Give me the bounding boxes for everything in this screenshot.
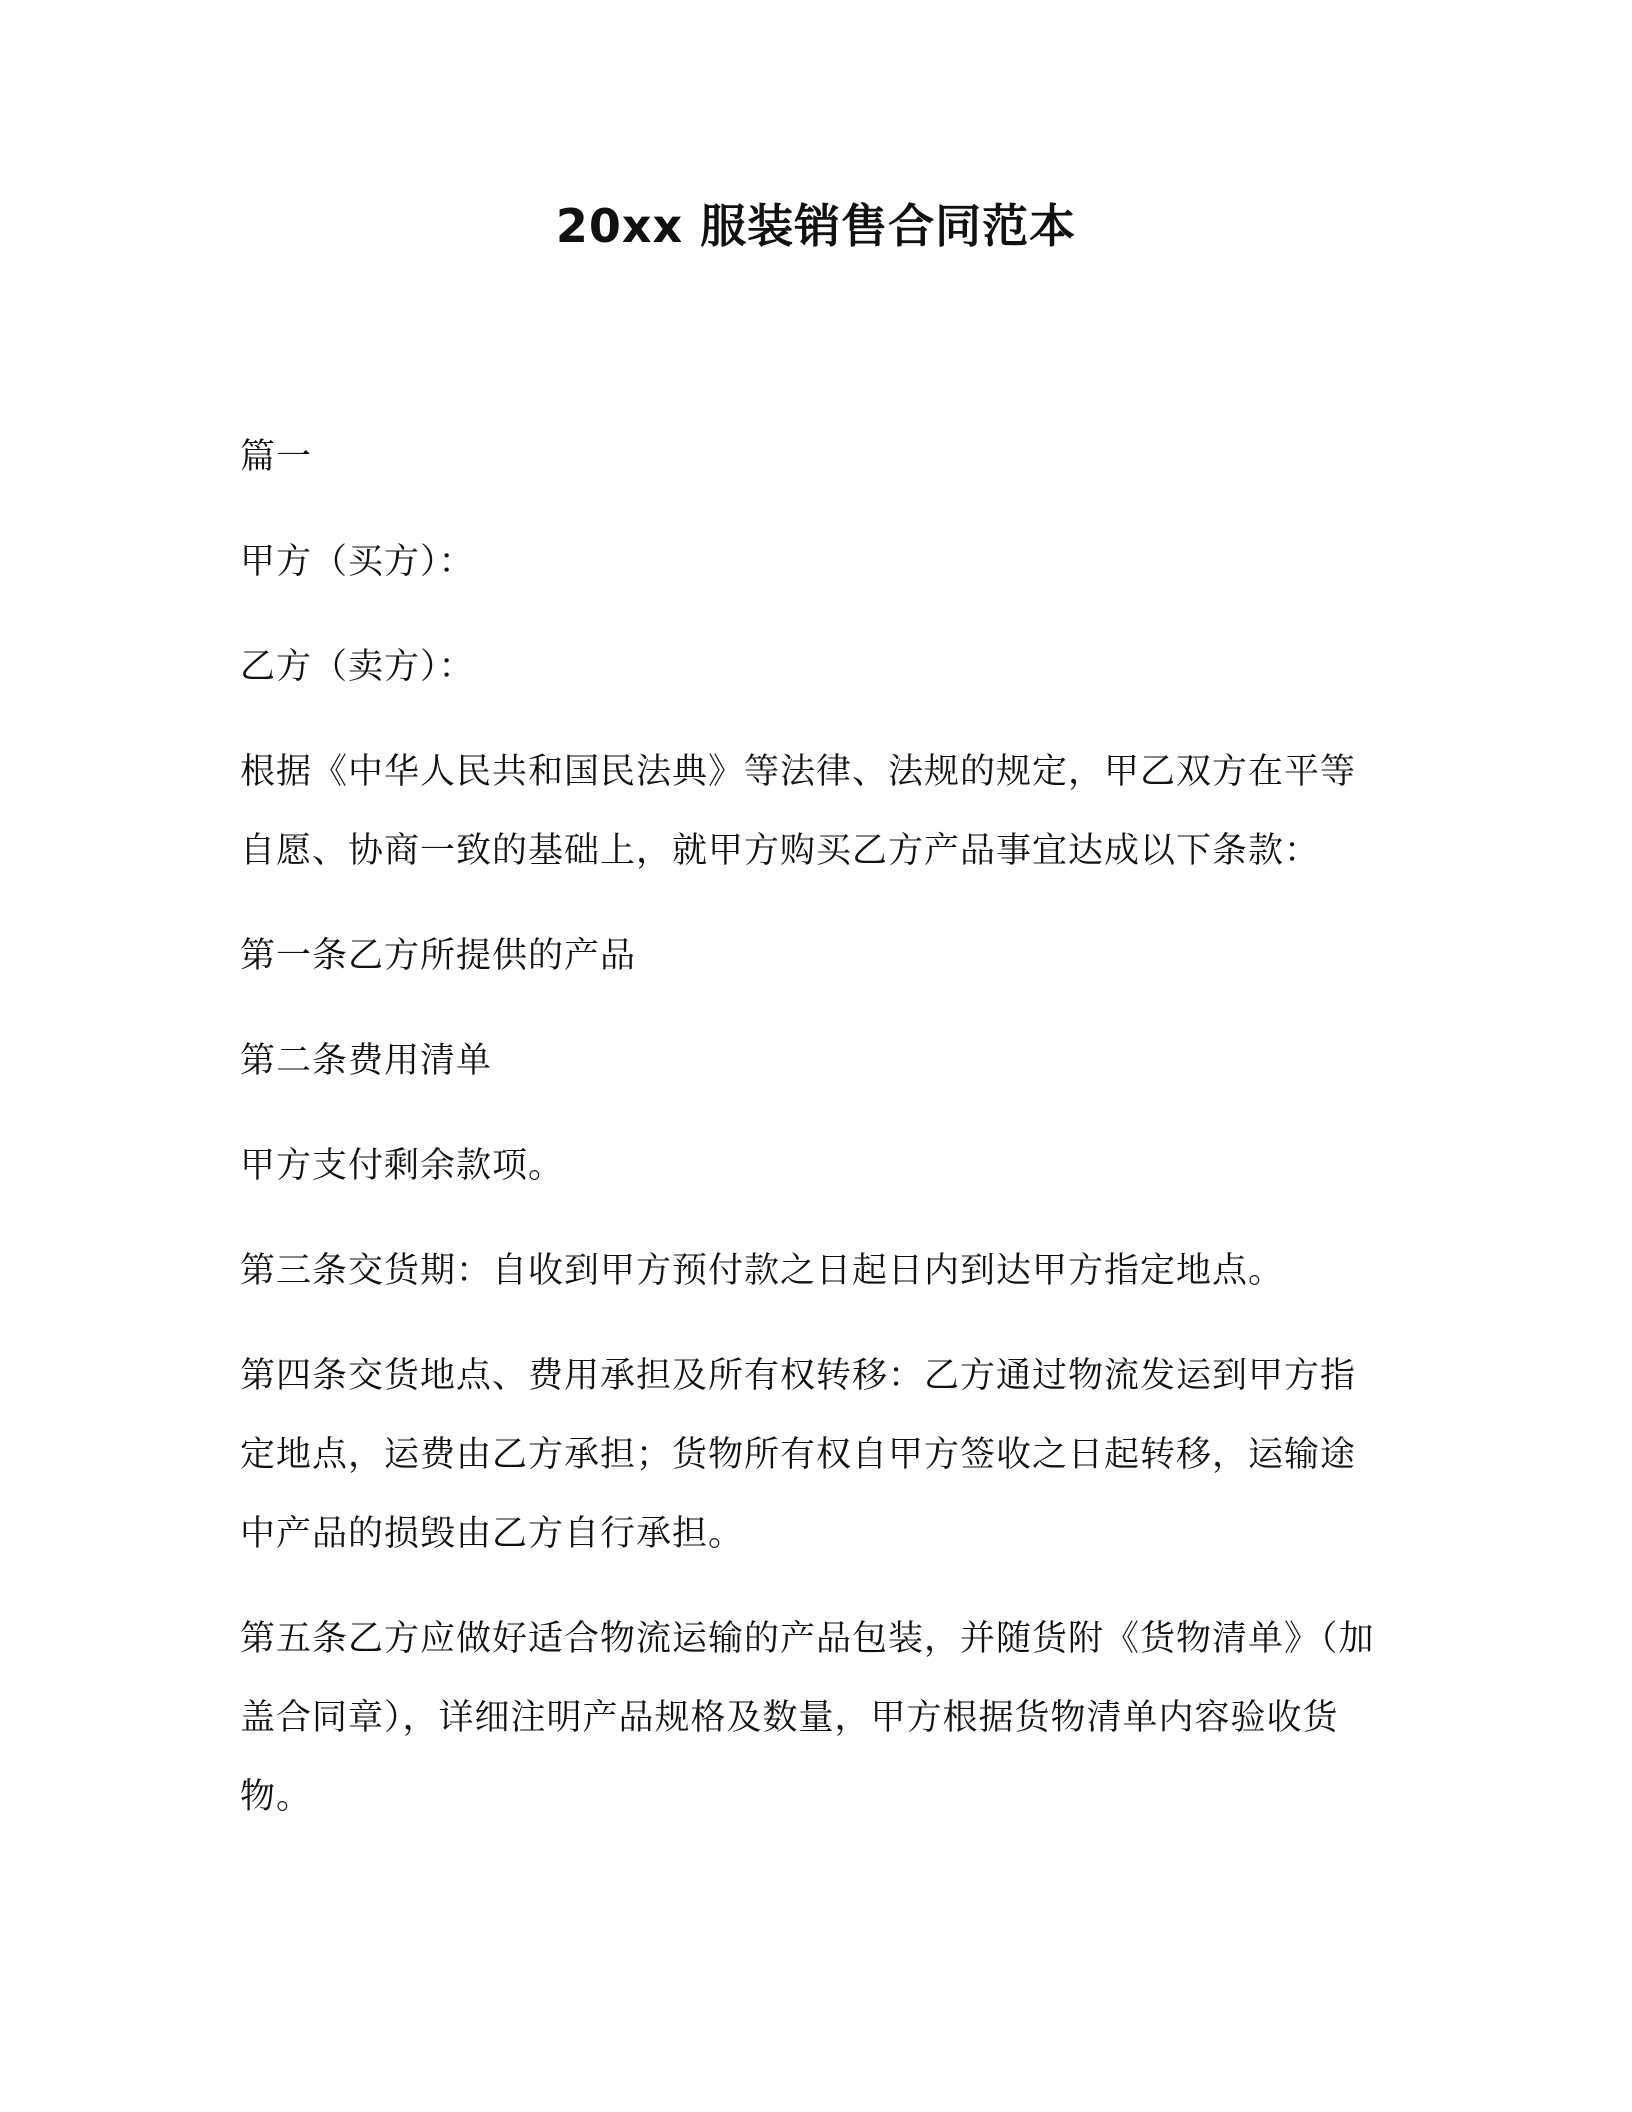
preamble-paragraph: 根据《中华人民共和国民法典》等法律、法规的规定，甲乙双方在平等自愿、协商一致的基础上，就甲方购买乙方产品事宜达成以下条款： <box>240 752 1357 871</box>
clause-4: 第四条交货地点、费用承担及所有权转移：乙方通过物流发运到甲方指定地点，运费由乙方承担；货物所有权自甲方签收之日起转移，运输途中产品的损毁由乙方自行承担。 <box>240 1356 1357 1554</box>
clause-5: 第五条乙方应做好适合物流运输的产品包装，并随货附《货物清单》（加盖合同章），详细注明产品规格及数量，甲方根据货物清单内容验收货物。 <box>240 1619 1375 1817</box>
section-heading: 篇一 <box>240 437 313 477</box>
clause-2: 第二条费用清单 <box>240 1041 493 1081</box>
clause-1: 第一条乙方所提供的产品 <box>240 936 637 976</box>
clause-3: 第三条交货期：自收到甲方预付款之日起日内到达甲方指定地点。 <box>240 1251 1285 1291</box>
party-a-line: 甲方（买方）： <box>240 542 475 582</box>
document-body <box>240 418 1380 1863</box>
payment-line: 甲方支付剩余款项。 <box>240 1146 565 1186</box>
document-title: 20xx 服装销售合同范本 <box>555 199 1077 253</box>
party-b-line: 乙方（卖方）： <box>240 647 475 687</box>
